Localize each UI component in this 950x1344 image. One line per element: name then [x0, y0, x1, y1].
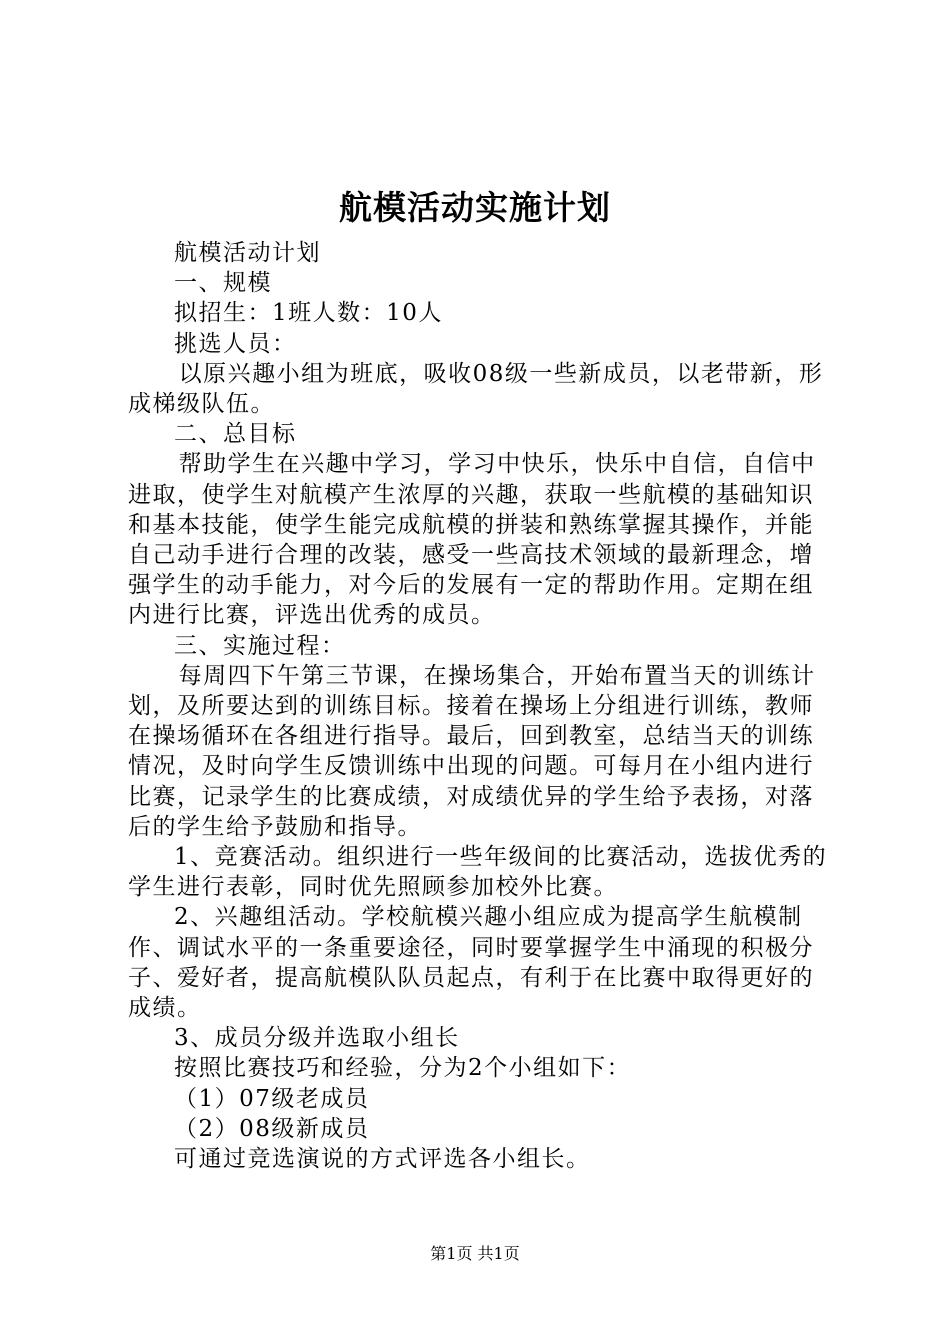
paragraph-subtitle: 航模活动计划 [174, 240, 321, 266]
page-footer: 第1页 共1页 [430, 1244, 520, 1263]
paragraph-competition: 1、竞赛活动。组织进行一些年级间的比赛活动，选拔优秀的学生进行表彰，同时优先照顾参加校外比赛。 [128, 844, 828, 901]
paragraph-process: 每周四下午第三节课，在操场集合，开始布置当天的训练计划，及所要达到的训练目标。接着在操场上分组进行训练，教师在操场循环在各组进行指导。最后，回到教室，总结当天的训练情况，及时向学生反馈训练中出现的问题。可每月在小组内进行比赛，记录学生的比赛成绩，对成绩优异的学生给予表扬，对落后的学生给予鼓励和指导。 [128, 662, 816, 840]
heading-process: 三、实施过程： [174, 632, 346, 659]
heading-scale: 一、规模 [174, 270, 272, 297]
list-item-group-1: （1）07级老成员 [174, 1085, 370, 1112]
paragraph-groups-intro: 按照比赛技巧和经验，分为2个小组如下： [174, 1055, 632, 1082]
paragraph-grouping: 3、成员分级并选取小组长 [174, 1025, 460, 1052]
document-title: 航模活动实施计划 [339, 188, 611, 227]
paragraph-selection: 以原兴趣小组为班底，吸收08级一些新成员，以老带新，形成梯级队伍。 [128, 360, 824, 418]
list-item-group-2: （2）08级新成员 [174, 1115, 370, 1142]
paragraph-selection-label: 挑选人员： [174, 330, 297, 357]
paragraph-interest-group: 2、兴趣组活动。学校航模兴趣小组应成为提高学生航模制作、调试水平的一条重要途径，同时要掌握学生中涌现的积极分子、爱好者，提高航模队队员起点，有利于在比赛中取得更好的成绩。 [128, 904, 814, 1022]
heading-goals: 二、总目标 [174, 421, 297, 448]
document-body [128, 238, 836, 1174]
paragraph-goals: 帮助学生在兴趣中学习，学习中快乐，快乐中自信，自信中进取，使学生对航模产生浓厚的兴趣，获取一些航模的基础知识和基本技能，使学生能完成航模的拼装和熟练掌握其操作，并能自己动手进行合理的改装，感受一些高技术领域的最新理念，增强学生的动手能力，对今后的发展有一定的帮助作用。定期在组内进行比赛，评选出优秀的成员。 [128, 451, 816, 629]
paragraph-leader-election: 可通过竞选演说的方式评选各小组长。 [174, 1146, 591, 1173]
paragraph-enrollment: 拟招生：1班人数：10人 [174, 300, 443, 327]
